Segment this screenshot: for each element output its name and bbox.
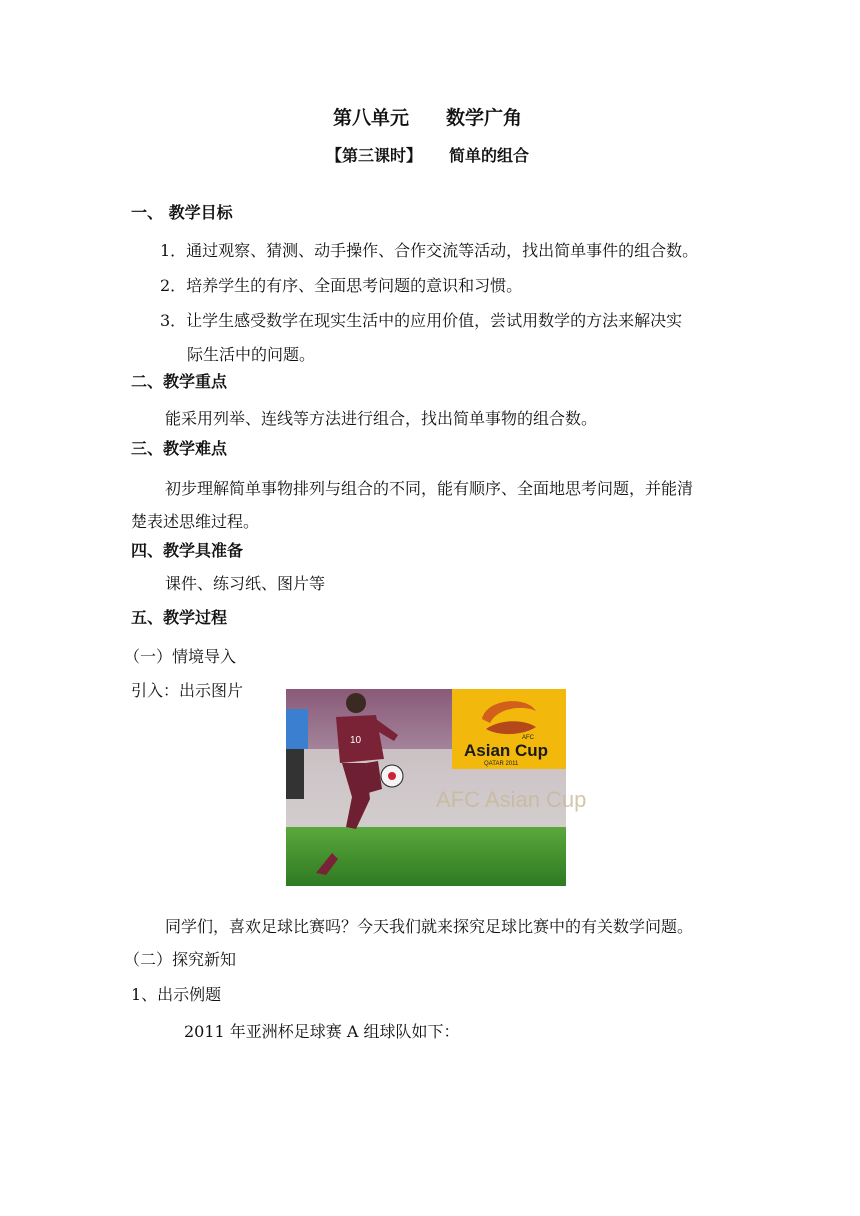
- lesson-label: 【第三课时】: [326, 146, 423, 165]
- difficulty-line-2: 楚表述思维过程。: [131, 512, 260, 531]
- subsection-2-heading: （二）探究新知: [124, 950, 237, 969]
- logo-main-text: Asian Cup: [464, 741, 549, 760]
- section-2-heading: 二、教学重点: [131, 372, 228, 391]
- intro-label: 引入：出示图片: [131, 681, 244, 700]
- intro-question: 同学们，喜欢足球比赛吗？今天我们就来探究足球比赛中的有关数学问题。: [165, 917, 694, 936]
- photo-scene: [286, 689, 587, 886]
- section-5-heading: 五、教学过程: [131, 608, 228, 627]
- section-1-heading: 一、 教学目标: [131, 203, 233, 222]
- asian-cup-photo: [286, 689, 587, 886]
- subsection-1-heading: （一）情境导入: [124, 647, 237, 666]
- difficulty-line-1: 初步理解简单事物排列与组合的不同，能有顺序、全面地思考问题，并能清: [165, 479, 694, 498]
- materials-text: 课件、练习纸、图片等: [165, 574, 326, 593]
- referee-legs: [286, 749, 304, 799]
- objective-1: 1．通过观察、猜测、动手操作、合作交流等活动，找出简单事件的组合数。: [160, 241, 699, 260]
- jersey-number: 10: [350, 735, 362, 746]
- key-point-text: 能采用列举、连线等方法进行组合，找出简单事物的组合数。: [165, 409, 598, 428]
- logo-sub-text: QATAR 2011: [484, 761, 519, 767]
- player-head: [346, 693, 366, 713]
- logo-small-text: AFC: [522, 735, 534, 741]
- objective-2: 2．培养学生的有序、全面思考问题的意识和习惯。: [160, 276, 523, 295]
- pitch-grass: [286, 827, 566, 886]
- unit-title: 第八单元: [333, 107, 410, 129]
- unit-subject: 数学广角: [446, 107, 523, 129]
- objective-3-line-2: 际生活中的问题。: [187, 345, 316, 364]
- section-4-heading: 四、教学具准备: [131, 541, 244, 560]
- referee-shirt: [286, 709, 308, 749]
- board-text: AFC Asian Cup: [436, 787, 587, 812]
- section-3-heading: 三、教学难点: [131, 439, 228, 458]
- objective-3-line-1: 3．让学生感受数学在现实生活中的应用价值，尝试用数学的方法来解决实: [160, 311, 683, 330]
- lesson-title: 简单的组合: [449, 146, 530, 165]
- step-1: 1、出示例题: [131, 985, 222, 1004]
- ball-pattern: [388, 772, 396, 780]
- example-text: 2011 年亚洲杯足球赛 A 组球队如下：: [184, 1022, 460, 1041]
